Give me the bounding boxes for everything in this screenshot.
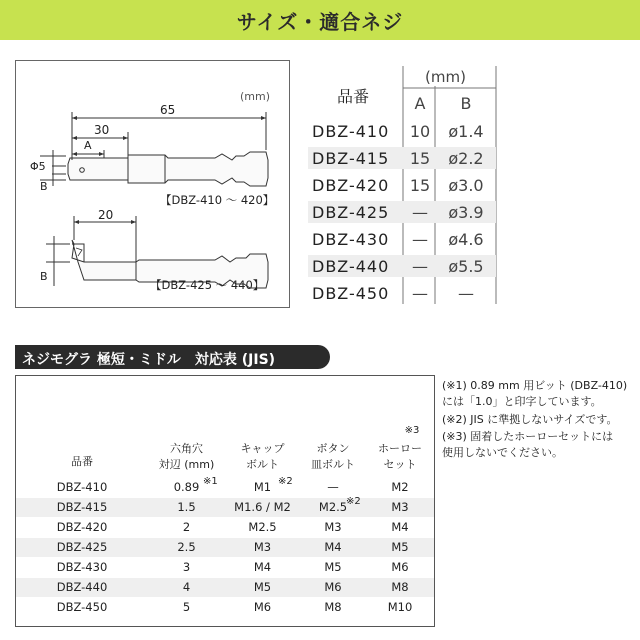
cell-cap: M1 (253, 480, 272, 494)
spec-row-a: 15 (409, 149, 431, 168)
spec-row-code: DBZ-415 (312, 149, 390, 168)
spec-row-code: DBZ-440 (312, 257, 390, 276)
spec-row-b: ø1.4 (448, 122, 484, 141)
cell-cap: M3 (253, 540, 272, 554)
table-row (16, 538, 434, 557)
table-row (16, 578, 434, 597)
compat-header-hex-1: 六角穴 (170, 442, 203, 455)
section-title: ネジモグラ 極短・ミドル 対応表 (JIS) (22, 352, 276, 368)
cell-set: M6 (391, 560, 409, 574)
cell-set: M5 (391, 540, 409, 554)
cell-cap: M2.5 (248, 520, 277, 534)
spec-row-a: 15 (409, 176, 431, 195)
compat-header-set-2: セット (383, 458, 417, 471)
cell-code: DBZ-425 (56, 540, 108, 554)
spec-row-b: ø5.5 (448, 257, 484, 276)
spec-header-code: 品番 (337, 87, 370, 106)
note-line: (※1) 0.89 mm 用ビット (DBZ-410) (442, 379, 628, 392)
spec-row-a: — (412, 203, 428, 222)
compat-header-button-2: 皿ボルト (311, 458, 355, 471)
cell-button: M3 (324, 520, 342, 534)
spec-row-code: DBZ-425 (312, 203, 390, 222)
note-line: 使用しないでください。 (442, 446, 563, 459)
spec-row-b: ø3.9 (448, 203, 484, 222)
cell-set: M3 (391, 500, 409, 514)
dim-30: 30 (94, 123, 110, 137)
footnote-mark-1: ※1 (203, 476, 218, 487)
table-row (16, 558, 434, 577)
cell-hex: 2 (182, 520, 191, 534)
dim-20: 20 (98, 208, 114, 222)
cell-cap: M4 (253, 560, 272, 574)
dim-b1: B (40, 180, 48, 193)
page-title: サイズ・適合ネジ (236, 10, 404, 34)
dim-a: A (84, 139, 92, 152)
spec-row-code: DBZ-430 (312, 230, 390, 249)
spec-row-b: ø3.0 (448, 176, 484, 195)
spec-row-a: — (412, 284, 428, 303)
table-row (16, 598, 434, 617)
cell-button: M6 (324, 580, 342, 594)
spec-row-code: DBZ-410 (312, 122, 390, 141)
spec-row-code: DBZ-450 (312, 284, 390, 303)
dim-65: 65 (160, 103, 176, 117)
spec-row-a: — (412, 257, 428, 276)
table-row (16, 518, 434, 537)
cell-set: M2 (391, 480, 409, 494)
compat-header-set-mark: ※3 (404, 425, 420, 436)
compat-header-set-1: ホーロー (378, 442, 422, 455)
spec-row-code: DBZ-420 (312, 176, 390, 195)
cell-code: DBZ-415 (56, 500, 108, 514)
spec-row-b: ø2.2 (448, 149, 484, 168)
caption-410-420: 【DBZ-410 ～ 420】 (160, 193, 275, 207)
cell-cap: M6 (253, 600, 272, 614)
footnote-mark-2b: ※2 (346, 496, 361, 507)
cell-button: M2.5 (318, 500, 348, 514)
spec-row-b: ø4.6 (448, 230, 484, 249)
cell-hex: 5 (182, 600, 191, 614)
cell-button: M5 (324, 560, 342, 574)
cell-button: M8 (324, 600, 342, 614)
table-row (16, 478, 434, 497)
cell-button: — (327, 480, 339, 494)
cell-code: DBZ-430 (56, 560, 108, 574)
spec-row-a: 10 (409, 122, 431, 141)
compat-header-cap-1: キャップ (240, 442, 285, 455)
compat-header-code: 品番 (71, 455, 93, 468)
spec-header-a: A (414, 94, 426, 113)
spec-row-b: — (458, 284, 474, 303)
diagram-unit: (mm) (240, 90, 271, 103)
spec-row-a: — (412, 230, 428, 249)
cell-code: DBZ-420 (56, 520, 108, 534)
spec-header-unit: (mm) (425, 68, 466, 86)
compat-header-cap-2: ボルト (246, 458, 279, 471)
cell-cap: M1.6 / M2 (234, 500, 291, 514)
cell-set: M10 (387, 600, 413, 614)
cell-code: DBZ-450 (56, 600, 108, 614)
table-row (16, 498, 434, 517)
bit-1-drawing (68, 152, 268, 186)
cell-hex: 2.5 (177, 540, 196, 554)
cell-hex: 1.5 (177, 500, 196, 514)
cell-set: M4 (391, 520, 409, 534)
dim-phi5: Φ5 (30, 160, 46, 173)
compat-header-hex-2: 対辺 (mm) (158, 458, 215, 471)
cell-cap: M5 (253, 580, 272, 594)
compat-header-button-1: ボタン (316, 442, 350, 455)
cell-hex: 4 (182, 580, 191, 594)
cell-code: DBZ-410 (56, 480, 108, 494)
cell-button: M4 (324, 540, 342, 554)
dim-b2: B (40, 270, 48, 283)
note-line: (※3) 固着したホーローセットには (442, 430, 614, 443)
cell-code: DBZ-440 (56, 580, 108, 594)
cell-hex: 3 (182, 560, 191, 574)
footnote-mark-2a: ※2 (278, 476, 293, 487)
caption-425-440: 【DBZ-425 ～ 440】 (150, 278, 265, 292)
cell-hex: 0.89 (173, 480, 200, 494)
note-line: には「1.0」と印字しています。 (442, 395, 602, 408)
spec-header-b: B (460, 94, 472, 113)
cell-set: M8 (391, 580, 409, 594)
note-line: (※2) JIS に準拠しないサイズです。 (442, 413, 618, 426)
